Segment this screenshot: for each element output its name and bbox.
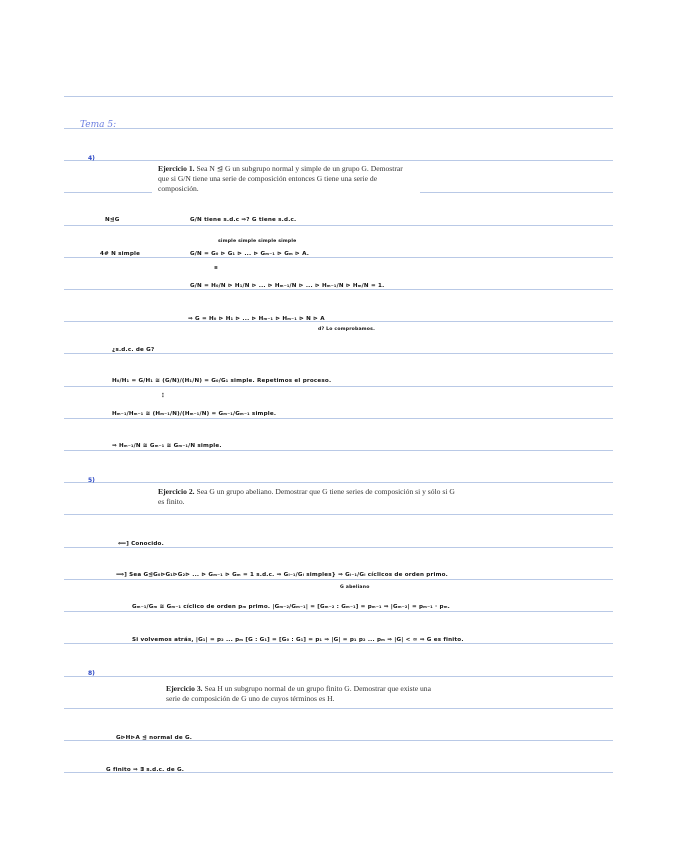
handwritten-note: ⟸] Conocido. bbox=[118, 541, 164, 547]
handwritten-annotation: simple simple simple simple bbox=[218, 239, 297, 244]
ruled-line bbox=[64, 514, 613, 515]
ruled-line bbox=[64, 225, 613, 226]
exercise-label: Ejercicio 2. bbox=[158, 487, 195, 496]
exercise-text: Sea N ⊴ G un subgrupo normal y simple de un grupo G. Demostrar que si G/N tiene una serie de composición entonces G tiene una serie de composición. bbox=[158, 164, 403, 193]
handwritten-note: N⊴G bbox=[105, 217, 120, 223]
ruled-line bbox=[64, 418, 613, 419]
ruled-line bbox=[64, 321, 613, 322]
ruled-line bbox=[64, 482, 613, 483]
exercise-text: Sea G un grupo abeliano. Demostrar que G tiene series de composición si y sólo si G es finito. bbox=[158, 487, 455, 506]
ruled-line bbox=[64, 128, 613, 129]
handwritten-note: G/N = H₀/N ⊳ H₁/N ⊳ ... ⊳ Hₘ₋₁/N ⊳ ... ⊳ Hₘ₋₁/N ⊳ Hₘ/N = 1. bbox=[190, 283, 385, 289]
exercise-text: Sea H un subgrupo normal de un grupo finito G. Demostrar que existe una serie de composición de G uno de cuyos términos es H. bbox=[166, 684, 431, 703]
handwritten-annotation: d? Lo comprobamos. bbox=[318, 327, 376, 332]
handwritten-note: H₀/H₁ = G/H₁ ≅ (G/N)/(H₁/N) = G₀/G₁ simple. Repetimos el proceso. bbox=[112, 378, 332, 384]
ruled-line bbox=[64, 353, 613, 354]
ruled-line bbox=[64, 676, 613, 677]
ruled-line bbox=[64, 96, 613, 97]
ruled-line bbox=[64, 289, 613, 290]
margin-number: 4) bbox=[88, 155, 95, 162]
ruled-line bbox=[64, 547, 613, 548]
exercise-statement bbox=[152, 485, 464, 509]
ruled-line bbox=[64, 257, 613, 258]
handwritten-note: ⋮ bbox=[160, 393, 166, 399]
handwritten-annotation: ≡ bbox=[214, 266, 219, 271]
handwritten-note: G/N = G₀ ⊳ G₁ ⊳ ... ⊳ Gₘ₋₁ ⊳ Gₘ ⊳ A. bbox=[190, 251, 310, 257]
exercise-label: Ejercicio 3. bbox=[166, 684, 203, 693]
handwritten-note: 4# N simple bbox=[100, 251, 141, 257]
handwritten-note: ⇒ Hₘ₋₁/N ≅ Gₘ₋₁ ≅ Gₘ₋₁/N simple. bbox=[112, 443, 222, 449]
handwritten-note: Si volvemos atrás, |G₁| = p₂ ... pₘ [G : G₁] = [G₀ : G₁] = p₁ ⇒ |G| = p₁ p₂ ... pₘ ⇒ |G| < ∞ ⇒ G es finito. bbox=[132, 637, 464, 643]
exercise-statement bbox=[152, 162, 420, 195]
ruled-line bbox=[64, 386, 613, 387]
page-title: Tema 5: bbox=[80, 120, 117, 130]
handwritten-note: G⊳H⊳A ⊴ normal de G. bbox=[116, 735, 193, 741]
ruled-line bbox=[64, 450, 613, 451]
exercise-statement bbox=[160, 682, 452, 706]
ruled-line bbox=[64, 643, 613, 644]
handwritten-note: G/N tiene s.d.c ⇒? G tiene s.d.c. bbox=[190, 217, 297, 223]
handwritten-note: G finito ⇒ ∃ s.d.c. de G. bbox=[106, 767, 185, 773]
handwritten-note: Hₘ₋₁/Hₘ₋₁ ≅ (Hₘ₋₁/N)/(Hₘ₋₁/N) = Gₘ₋₁/Gₘ₋₁ simple. bbox=[112, 411, 277, 417]
ruled-line bbox=[64, 708, 613, 709]
handwritten-note: Gₘ₋₁/Gₘ ≅ Gₘ₋₁ cíclico de orden pₘ primo. |Gₘ₋₂/Gₘ₋₁| = [Gₘ₋₂ : Gₘ₋₁] = pₘ₋₁ ⇒ |Gₘ₋₂| = pₘ₋₁ · pₘ. bbox=[132, 604, 450, 610]
handwritten-note: ⇒ G = H₀ ⊳ H₁ ⊳ ... ⊳ Hₘ₋₁ ⊳ Hₘ₋₁ ⊳ N ⊳ A bbox=[188, 316, 325, 322]
handwritten-note: ⟹] Sea G⊴G₀⊳G₁⊳G₂⊳ ... ⊳ Gₘ₋₁ ⊳ Gₘ = 1 s.d.c. ⇒ Gᵢ₋₁/Gᵢ simples} ⇒ Gᵢ₋₁/Gᵢ cíclicos de orden primo. bbox=[116, 572, 448, 578]
margin-number: 8) bbox=[88, 670, 95, 677]
ruled-line bbox=[64, 579, 613, 580]
handwritten-annotation: G abeliano bbox=[340, 585, 370, 590]
ruled-line bbox=[64, 160, 613, 161]
ruled-line bbox=[64, 611, 613, 612]
exercise-label: Ejercicio 1. bbox=[158, 164, 195, 173]
handwritten-note: ¿s.d.c. de G? bbox=[112, 347, 155, 353]
margin-number: 5) bbox=[88, 477, 95, 484]
